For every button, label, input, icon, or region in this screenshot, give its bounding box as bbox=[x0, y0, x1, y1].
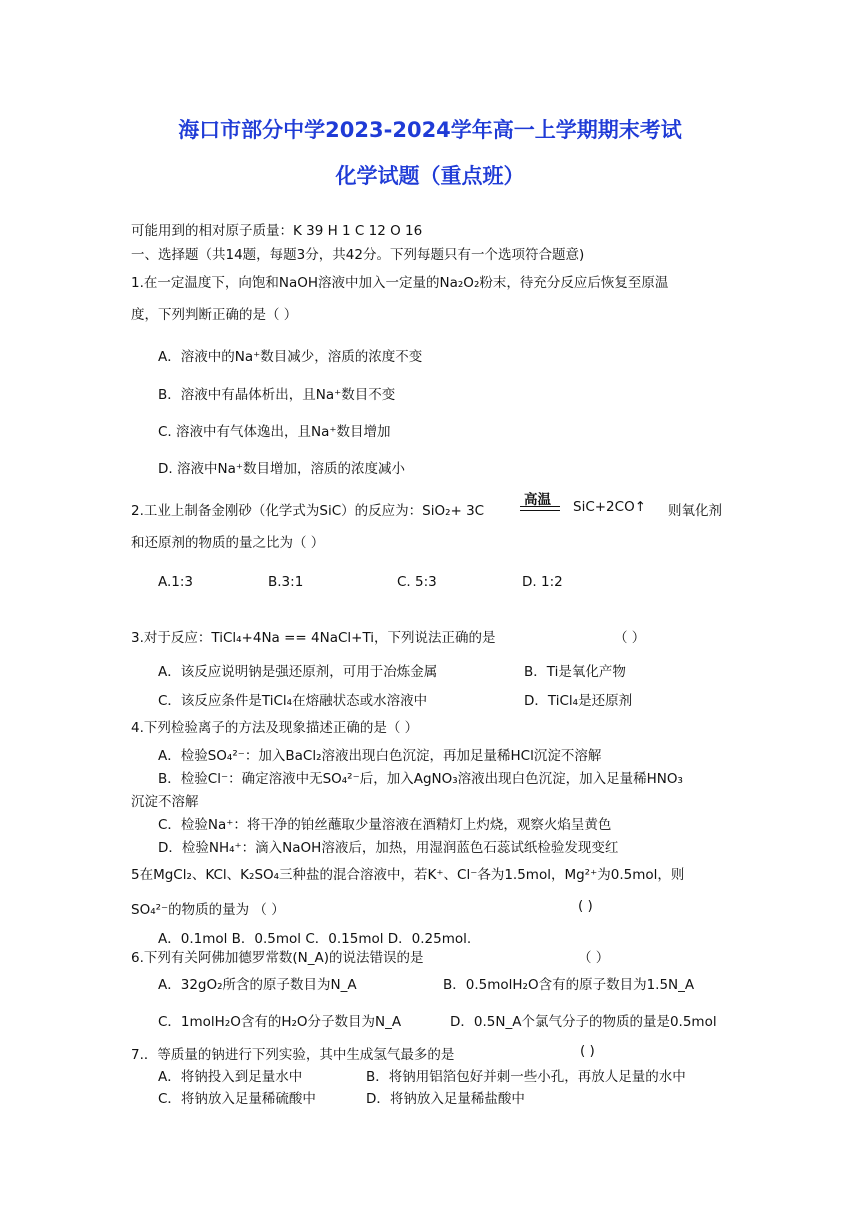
q1-option-c: C. 溶液中有气体逸出，且Na⁺数目增加 bbox=[158, 424, 391, 440]
q6-paren: （ ） bbox=[578, 950, 610, 966]
q2-product: SiC+2CO↑ bbox=[573, 499, 647, 515]
q2-condition: 高温 bbox=[524, 492, 551, 508]
q1-stem-cont: 度，下列判断正确的是（ ） bbox=[131, 307, 298, 323]
q2-option-b: B.3:1 bbox=[268, 574, 304, 590]
q7-option-a: A．将钠投入到足量水中 bbox=[158, 1069, 303, 1085]
q3-option-d: D．TiCl₄是还原剂 bbox=[524, 693, 633, 709]
q4-option-b-cont: 沉淀不溶解 bbox=[131, 794, 199, 810]
q1-option-a: A．溶液中的Na⁺数目减少，溶质的浓度不变 bbox=[158, 349, 423, 365]
q2-stem-cont: 和还原剂的物质的量之比为（ ） bbox=[131, 535, 325, 551]
q5-stem: 5在MgCl₂、KCl、K₂SO₄三种盐的混合溶液中，若K⁺、Cl⁻各为1.5mol，Mg²⁺为0.5mol，则 bbox=[131, 867, 685, 883]
q1-option-d: D. 溶液中Na⁺数目增加，溶质的浓度减小 bbox=[158, 461, 405, 477]
exam-subtitle: 化学试题（重点班） bbox=[335, 164, 525, 188]
q6-stem: 6.下列有关阿佛加德罗常数(N_A)的说法错误的是 bbox=[131, 950, 424, 966]
q2-option-a: A.1:3 bbox=[158, 574, 194, 590]
q1-option-b: B．溶液中有晶体析出，且Na⁺数目不变 bbox=[158, 387, 396, 403]
q2-stem: 2.工业上制备金刚砂（化学式为SiC）的反应为：SiO₂+ 3C bbox=[131, 503, 485, 519]
q5-paren: ( ) bbox=[578, 898, 593, 914]
q6-option-b: B．0.5molH₂O含有的原子数目为1.5N_A bbox=[443, 977, 695, 993]
q7-paren: ( ) bbox=[580, 1043, 595, 1059]
q6-option-c: C．1molH₂O含有的H₂O分子数目为N_A bbox=[158, 1014, 402, 1030]
q7-stem: 7.．等质量的钠进行下列实验，其中生成氢气最多的是 bbox=[131, 1047, 455, 1063]
q4-option-b: B．检验Cl⁻：确定溶液中无SO₄²⁻后，加入AgNO₃溶液出现白色沉淀，加入足量稀HNO₃ bbox=[158, 771, 683, 787]
q2-stem-right: 则氧化剂 bbox=[668, 503, 722, 519]
q2-option-d: D. 1:2 bbox=[522, 574, 563, 590]
q7-option-d: D．将钠放入足量稀盐酸中 bbox=[366, 1091, 525, 1107]
q3-paren: （ ） bbox=[614, 630, 646, 646]
exam-title: 海口市部分中学2023-2024学年高一上学期期末考试 bbox=[178, 118, 682, 142]
q2-option-c: C. 5:3 bbox=[397, 574, 437, 590]
q1-stem: 1.在一定温度下，向饱和NaOH溶液中加入一定量的Na₂O₂粉末，待充分反应后恢复至原温 bbox=[131, 275, 669, 291]
q4-option-c: C．检验Na⁺：将干净的铂丝蘸取少量溶液在酒精灯上灼烧，观察火焰呈黄色 bbox=[158, 817, 612, 833]
q3-option-a: A．该反应说明钠是强还原剂，可用于冶炼金属 bbox=[158, 664, 438, 680]
q3-option-b: B．Ti是氧化产物 bbox=[524, 664, 626, 680]
q3-stem: 3.对于反应：TiCl₄+4Na == 4NaCl+Ti，下列说法正确的是 bbox=[131, 630, 496, 646]
q6-option-a: A．32gO₂所含的原子数目为N_A bbox=[158, 977, 357, 993]
q4-option-a: A．检验SO₄²⁻：加入BaCl₂溶液出现白色沉淀，再加足量稀HCl沉淀不溶解 bbox=[158, 748, 602, 764]
q2-equals-line bbox=[520, 506, 560, 507]
q5-options: A．0.1mol B．0.5mol C．0.15mol D．0.25mol. bbox=[158, 931, 472, 947]
q2-equals-line2 bbox=[520, 510, 560, 511]
q3-option-c: C．该反应条件是TiCl₄在熔融状态或水溶液中 bbox=[158, 693, 428, 709]
q5-stem-cont: SO₄²⁻的物质的量为 （ ） bbox=[131, 902, 285, 918]
q4-option-d: D．检验NH₄⁺：滴入NaOH溶液后，加热，用湿润蓝色石蕊试纸检验发现变红 bbox=[158, 840, 619, 856]
section-heading: 一、选择题（共14题，每题3分，共42分。下列每题只有一个选项符合题意) bbox=[131, 247, 585, 263]
q7-option-b: B．将钠用铝箔包好并刺一些小孔，再放人足量的水中 bbox=[366, 1069, 686, 1085]
q4-stem: 4.下列检验离子的方法及现象描述正确的是（ ） bbox=[131, 720, 419, 736]
atomic-masses: 可能用到的相对原子质量：K 39 H 1 C 12 O 16 bbox=[131, 223, 423, 239]
q7-option-c: C．将钠放入足量稀硫酸中 bbox=[158, 1091, 316, 1107]
q6-option-d: D．0.5N_A个氯气分子的物质的量是0.5mol bbox=[450, 1014, 717, 1030]
